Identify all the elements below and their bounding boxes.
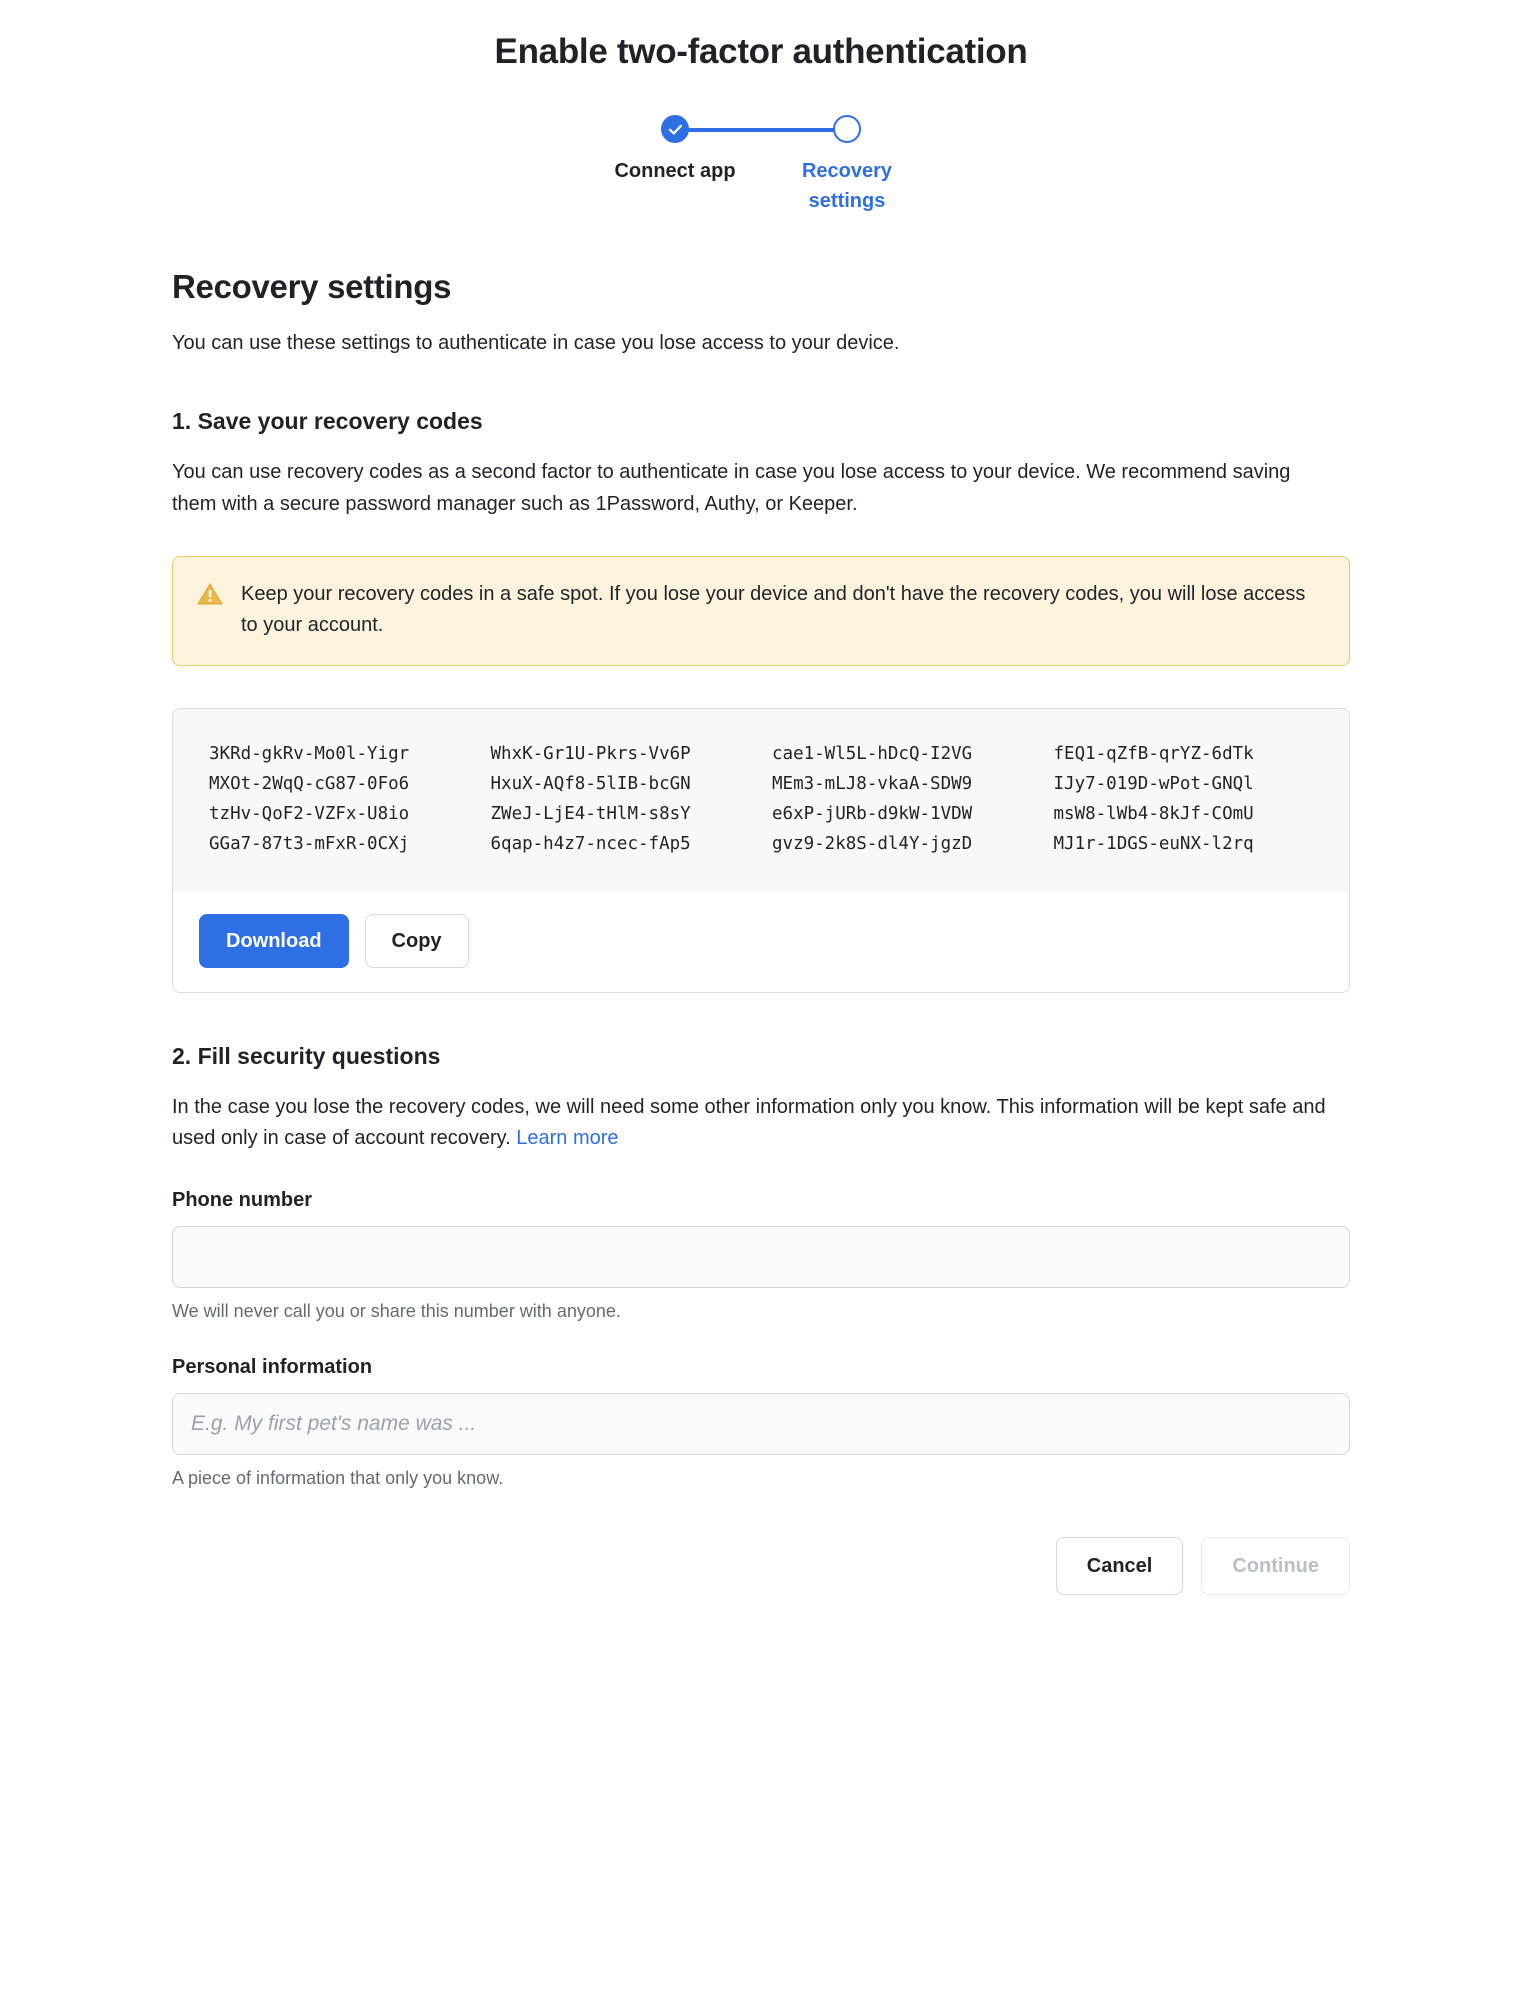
recovery-codes-card [172,708,1350,992]
warning-text: Keep your recovery codes in a safe spot. If you lose your device and don't have the recovery codes, you will lose access to your account. [241,583,1306,637]
step2-description [172,1092,1332,1155]
recovery-code: MEm3-mLJ8-vkaA-SDW9 [772,774,973,795]
main-content [172,216,1350,1655]
recovery-code: WhxK-Gr1U-Pkrs-Vv6P [490,744,691,765]
personal-information-helper: A piece of information that only you know. [172,1467,504,1488]
recovery-codes-list [173,709,1349,891]
circle-outline-icon [833,115,861,143]
personal-information-field-group [172,1356,1350,1489]
recovery-code: IJy7-019D-wPot-GNQl [1053,774,1254,795]
continue-button: Continue [1201,1537,1350,1595]
step-dot-row [589,114,761,144]
phone-number-helper: We will never call you or share this number with anyone. [172,1300,621,1321]
phone-number-input[interactable] [172,1226,1350,1288]
stepper-step-connect-app[interactable] [589,114,761,186]
phone-number-field-group [172,1189,1350,1322]
recovery-code: tzHv-QoF2-VZFx-U8io [209,804,410,825]
recovery-code: MXOt-2WqQ-cG87-0Fo6 [209,774,410,795]
recovery-codes-actions [173,892,1349,992]
step1-description: You can use recovery codes as a second factor to authenticate in case you lose access to your device. We recommend saving them with a secure password manager such as 1Password, Authy, or Keeper. [172,461,1291,515]
recovery-code: MJ1r-1DGS-euNX-l2rq [1053,834,1254,855]
phone-number-label: Phone number [172,1188,313,1211]
recovery-codes-warning [172,556,1350,666]
check-circle-icon [661,115,689,143]
recovery-code: ZWeJ-LjE4-tHlM-s8sY [490,804,691,825]
recovery-codes-grid [209,739,1313,859]
step2-description-text: In the case you lose the recovery codes, we will need some other information only you know. This information will be kept safe and used only in case of account recovery. [172,1095,1326,1150]
recovery-code: HxuX-AQf8-5lIB-bcGN [490,774,691,795]
copy-codes-button[interactable]: Copy [365,914,469,968]
recovery-code: fEQ1-qZfB-qrYZ-6dTk [1053,744,1254,765]
stepper-label-connect-app: Connect app [614,160,736,182]
stepper-label-recovery-settings: Recovery settings [801,160,893,212]
personal-information-input[interactable] [172,1393,1350,1455]
stepper-connector [675,128,847,132]
recovery-code: 3KRd-gkRv-Mo0l-Yigr [209,744,410,765]
step1-title: 1. Save your recovery codes [172,408,483,434]
footer-actions [172,1537,1350,1655]
wizard-stepper [0,114,1522,216]
section-heading: Recovery settings [172,268,452,305]
recovery-code: cae1-Wl5L-hDcQ-I2VG [772,744,973,765]
personal-information-label: Personal information [172,1355,373,1378]
step2-title: 2. Fill security questions [172,1042,441,1069]
download-codes-button[interactable]: Download [199,914,349,968]
recovery-code: msW8-lWb4-8kJf-COmU [1053,804,1254,825]
recovery-code: gvz9-2k8S-dl4Y-jgzD [772,834,973,855]
recovery-code: e6xP-jURb-d9kW-1VDW [772,804,973,825]
recovery-code: GGa7-87t3-mFxR-0CXj [209,834,410,855]
section-description: You can use these settings to authenticate in case you lose access to your device. [172,332,900,354]
warning-triangle-icon [197,582,223,611]
learn-more-link[interactable]: Learn more [516,1127,619,1150]
page-title: Enable two-factor authentication [494,32,1028,71]
cancel-button[interactable]: Cancel [1056,1537,1184,1595]
recovery-code: 6qap-h4z7-ncec-fAp5 [490,834,691,855]
